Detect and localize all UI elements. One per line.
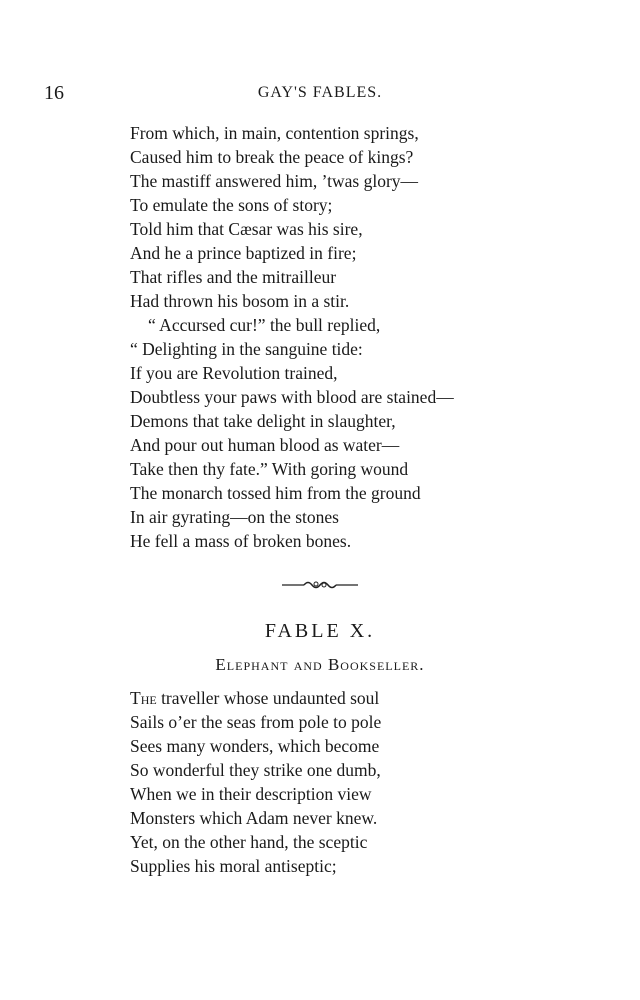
- verse-line: That rifles and the mitrailleur: [130, 267, 337, 287]
- verse-line: Caused him to break the peace of kings?: [130, 147, 414, 167]
- poem-continuation: [130, 121, 454, 553]
- verse-line: Sails o’er the seas from pole to pole: [130, 712, 382, 732]
- verse-line: Supplies his moral antiseptic;: [130, 856, 337, 876]
- ornament-divider-icon: [280, 576, 360, 592]
- verse-line: From which, in main, contention springs,: [130, 123, 419, 143]
- verse-line: He fell a mass of broken bones.: [130, 531, 352, 551]
- verse-line: And he a prince baptized in fire;: [130, 243, 357, 263]
- page-number: 16: [44, 82, 64, 104]
- verse-line: The mastiff answered him, ’twas glory—: [130, 171, 419, 191]
- verse-line: So wonderful they strike one dumb,: [130, 760, 381, 780]
- fable-title: FABLE X.: [264, 620, 376, 642]
- verse-line: Monsters which Adam never knew.: [130, 808, 378, 828]
- fable-subtitle: Elephant and Bookseller.: [215, 655, 425, 674]
- verse-line: To emulate the sons of story;: [130, 195, 333, 215]
- verse-line: And pour out human blood as water—: [130, 435, 400, 455]
- verse-line: “ Delighting in the sanguine tide:: [130, 339, 363, 359]
- verse-line: Take then thy fate.” With goring wound: [130, 459, 409, 479]
- verse-line: Yet, on the other hand, the sceptic: [130, 832, 368, 852]
- fable-poem: [130, 686, 381, 878]
- verse-line: [130, 686, 381, 710]
- running-title: GAY'S FABLES.: [257, 84, 383, 101]
- verse-line: In air gyrating—on the stones: [130, 507, 339, 527]
- verse-line: Sees many wonders, which become: [130, 736, 380, 756]
- verse-text: traveller whose undaunted soul: [156, 688, 380, 708]
- verse-line: Demons that take delight in slaughter,: [130, 411, 396, 431]
- verse-line: When we in their description view: [130, 784, 372, 804]
- verse-line: The monarch tossed him from the ground: [130, 483, 421, 503]
- verse-line: “ Accursed cur!” the bull replied,: [148, 315, 381, 335]
- verse-line: Had thrown his bosom in a stir.: [130, 291, 350, 311]
- verse-line: Doubtless your paws with blood are stained—: [130, 387, 454, 407]
- verse-line: Told him that Cæsar was his sire,: [130, 219, 363, 239]
- first-word: The: [130, 688, 157, 708]
- verse-line: If you are Revolution trained,: [130, 363, 338, 383]
